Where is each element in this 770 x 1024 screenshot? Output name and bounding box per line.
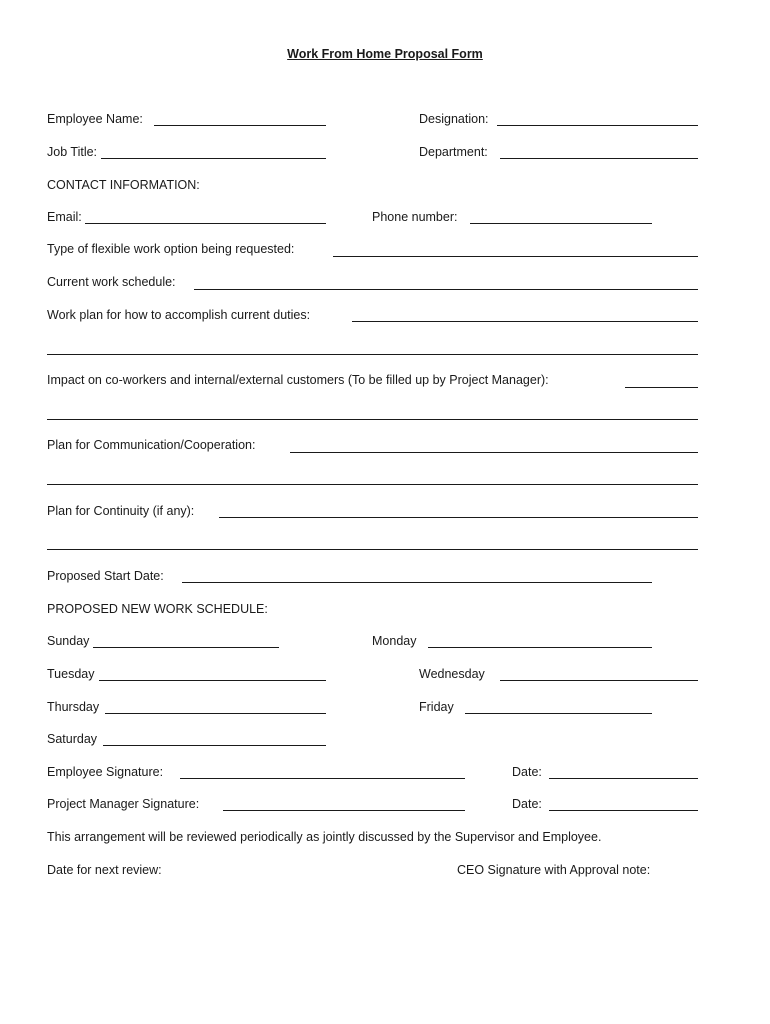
saturday-label: Saturday xyxy=(47,732,98,746)
email-line[interactable] xyxy=(85,223,326,224)
designation-line[interactable] xyxy=(497,125,698,126)
form-title: Work From Home Proposal Form xyxy=(287,47,483,61)
employee-name-label: Employee Name: xyxy=(47,112,143,126)
friday-line[interactable] xyxy=(465,713,652,714)
flex-option-label: Type of flexible work option being requested: xyxy=(47,242,295,256)
monday-label: Monday xyxy=(372,634,417,648)
pm-signature-date-line[interactable] xyxy=(549,810,698,811)
sunday-line[interactable] xyxy=(93,647,279,648)
continuity-label: Plan for Continuity (if any): xyxy=(47,504,195,518)
ceo-signature-label: CEO Signature with Approval note: xyxy=(457,863,651,877)
department-label: Department: xyxy=(419,145,488,159)
communication-line[interactable] xyxy=(290,452,698,453)
tuesday-label: Tuesday xyxy=(47,667,95,681)
continuity-line-2[interactable] xyxy=(47,549,698,550)
work-plan-label: Work plan for how to accomplish current duties: xyxy=(47,308,311,322)
phone-line[interactable] xyxy=(470,223,652,224)
sunday-label: Sunday xyxy=(47,634,90,648)
wednesday-line[interactable] xyxy=(500,680,698,681)
employee-signature-date-line[interactable] xyxy=(549,778,698,779)
communication-label: Plan for Communication/Cooperation: xyxy=(47,438,256,452)
impact-line-2[interactable] xyxy=(47,419,698,420)
employee-name-line[interactable] xyxy=(154,125,326,126)
current-schedule-label: Current work schedule: xyxy=(47,275,176,289)
pm-signature-label: Project Manager Signature: xyxy=(47,797,200,811)
designation-label: Designation: xyxy=(419,112,489,126)
email-label: Email: xyxy=(47,210,82,224)
flex-option-line[interactable] xyxy=(333,256,698,257)
wednesday-label: Wednesday xyxy=(419,667,485,681)
phone-label: Phone number: xyxy=(372,210,458,224)
job-title-label: Job Title: xyxy=(47,145,98,159)
department-line[interactable] xyxy=(500,158,698,159)
pm-signature-line[interactable] xyxy=(223,810,465,811)
thursday-line[interactable] xyxy=(105,713,326,714)
start-date-label: Proposed Start Date: xyxy=(47,569,164,583)
work-plan-line-2[interactable] xyxy=(47,354,698,355)
continuity-line[interactable] xyxy=(219,517,698,518)
employee-signature-date-label: Date: xyxy=(512,765,542,779)
monday-line[interactable] xyxy=(428,647,652,648)
impact-line[interactable] xyxy=(625,387,698,388)
new-schedule-heading: PROPOSED NEW WORK SCHEDULE: xyxy=(47,602,268,616)
job-title-line[interactable] xyxy=(101,158,326,159)
start-date-line[interactable] xyxy=(182,582,652,583)
contact-information-heading: CONTACT INFORMATION: xyxy=(47,178,200,192)
pm-signature-date-label: Date: xyxy=(512,797,542,811)
current-schedule-line[interactable] xyxy=(194,289,698,290)
next-review-label: Date for next review: xyxy=(47,863,162,877)
tuesday-line[interactable] xyxy=(99,680,326,681)
friday-label: Friday xyxy=(419,700,454,714)
employee-signature-line[interactable] xyxy=(180,778,465,779)
work-plan-line[interactable] xyxy=(352,321,698,322)
review-note: This arrangement will be reviewed periodically as jointly discussed by the Supervisor and Employee. xyxy=(47,830,602,844)
impact-label: Impact on co-workers and internal/external customers (To be filled up by Project Manager): xyxy=(47,373,549,387)
communication-line-2[interactable] xyxy=(47,484,698,485)
thursday-label: Thursday xyxy=(47,700,100,714)
saturday-line[interactable] xyxy=(103,745,326,746)
employee-signature-label: Employee Signature: xyxy=(47,765,164,779)
